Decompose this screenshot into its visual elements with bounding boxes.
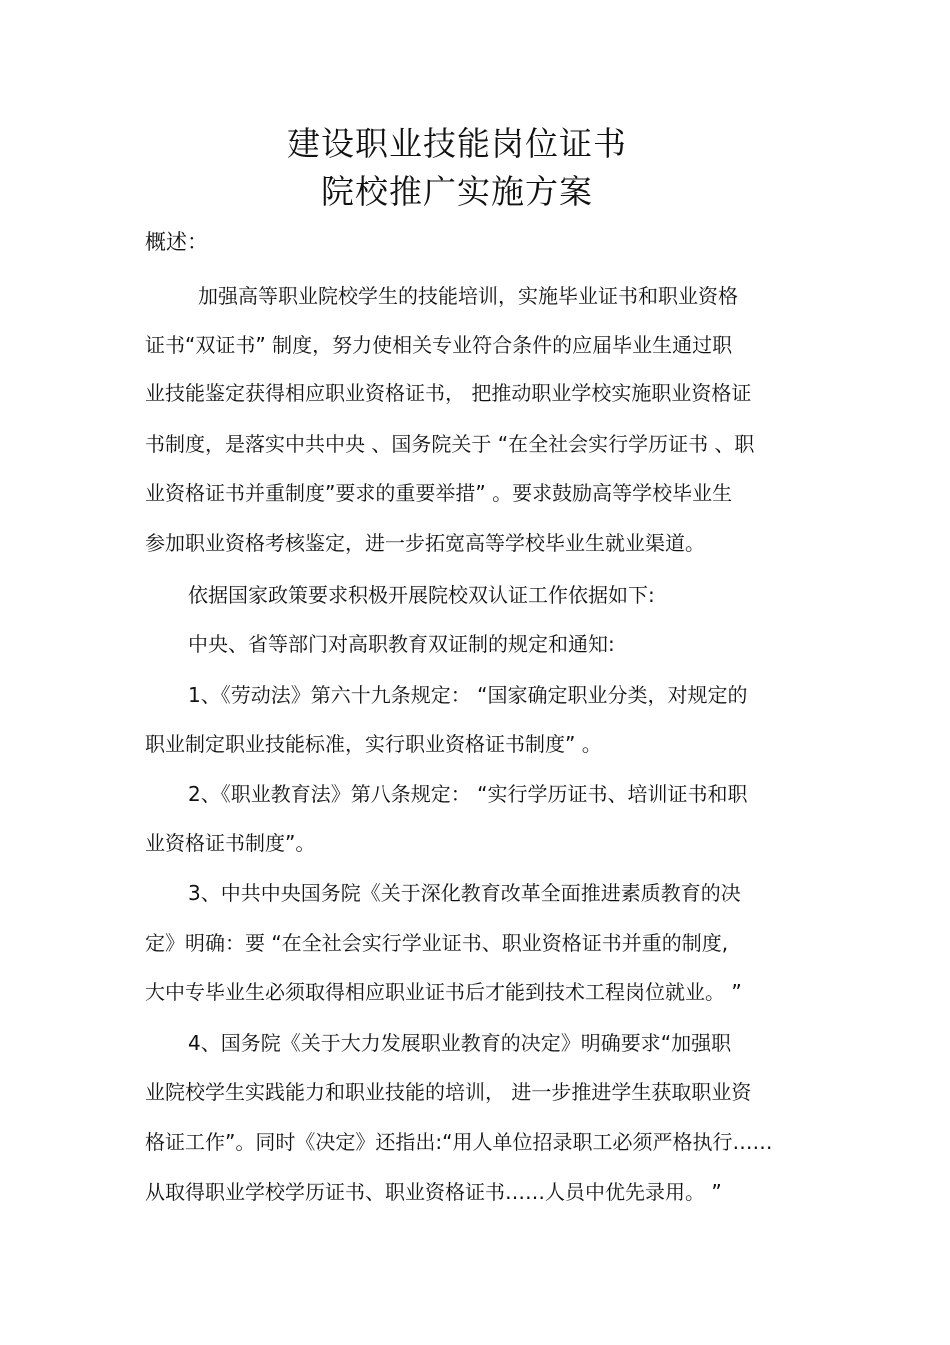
summary-label: 概述： bbox=[145, 230, 208, 254]
paragraph-line: 业资格证书制度”。 bbox=[145, 831, 316, 855]
paragraph-line: 职业制定职业技能标准，实行职业资格证书制度” 。 bbox=[145, 732, 602, 756]
paragraph-line: 从取得职业学校学历证书、职业资格证书……人员中优先录用。 ” bbox=[145, 1180, 722, 1204]
paragraph-line: 中央、省等部门对高职教育双证制的规定和通知: bbox=[188, 632, 615, 656]
paragraph-line: 业院校学生实践能力和职业技能的培训， 进一步推进学生获取职业资 bbox=[145, 1080, 752, 1104]
paragraph-line: 参加职业资格考核鉴定，进一步拓宽高等学校毕业生就业渠道。 bbox=[145, 531, 705, 555]
document-title-line-2: 院校推广实施方案 bbox=[321, 172, 593, 211]
paragraph-line: 4、国务院《关于大力发展职业教育的决定》明确要求“加强职 bbox=[188, 1031, 732, 1055]
paragraph-line: 大中专毕业生必须取得相应职业证书后才能到技术工程岗位就业。 ” bbox=[145, 980, 742, 1004]
paragraph-line: 证书“双证书” 制度，努力使相关专业符合条件的应届毕业生通过职 bbox=[145, 333, 733, 357]
paragraph-line: 书制度，是落实中共中央 、国务院关于 “在全社会实行学历证书 、职 bbox=[145, 432, 755, 456]
paragraph-line: 定》明确：要 “在全社会实行学业证书、职业资格证书并重的制度, bbox=[145, 931, 729, 955]
paragraph-line: 依据国家政策要求积极开展院校双认证工作依据如下: bbox=[188, 583, 655, 607]
paragraph-line: 2、《职业教育法》第八条规定： “实行学历证书、培训证书和职 bbox=[188, 782, 748, 806]
paragraph-line: 3、中共中央国务院《关于深化教育改革全面推进素质教育的决 bbox=[188, 881, 741, 905]
paragraph-line: 格证工作”。同时《决定》还指出:“用人单位招录职工必须严格执行…… bbox=[145, 1130, 773, 1154]
paragraph-line: 业资格证书并重制度”要求的重要举措” 。要求鼓励高等学校毕业生 bbox=[145, 481, 733, 505]
paragraph-line: 1、《劳动法》第六十九条规定： “国家确定职业分类，对规定的 bbox=[188, 683, 748, 707]
document-title-line-1: 建设职业技能岗位证书 bbox=[287, 124, 627, 163]
paragraph-line: 业技能鉴定获得相应职业资格证书， 把推动职业学校实施职业资格证 bbox=[145, 381, 752, 405]
paragraph-line: 加强高等职业院校学生的技能培训，实施毕业证书和职业资格 bbox=[198, 284, 738, 308]
